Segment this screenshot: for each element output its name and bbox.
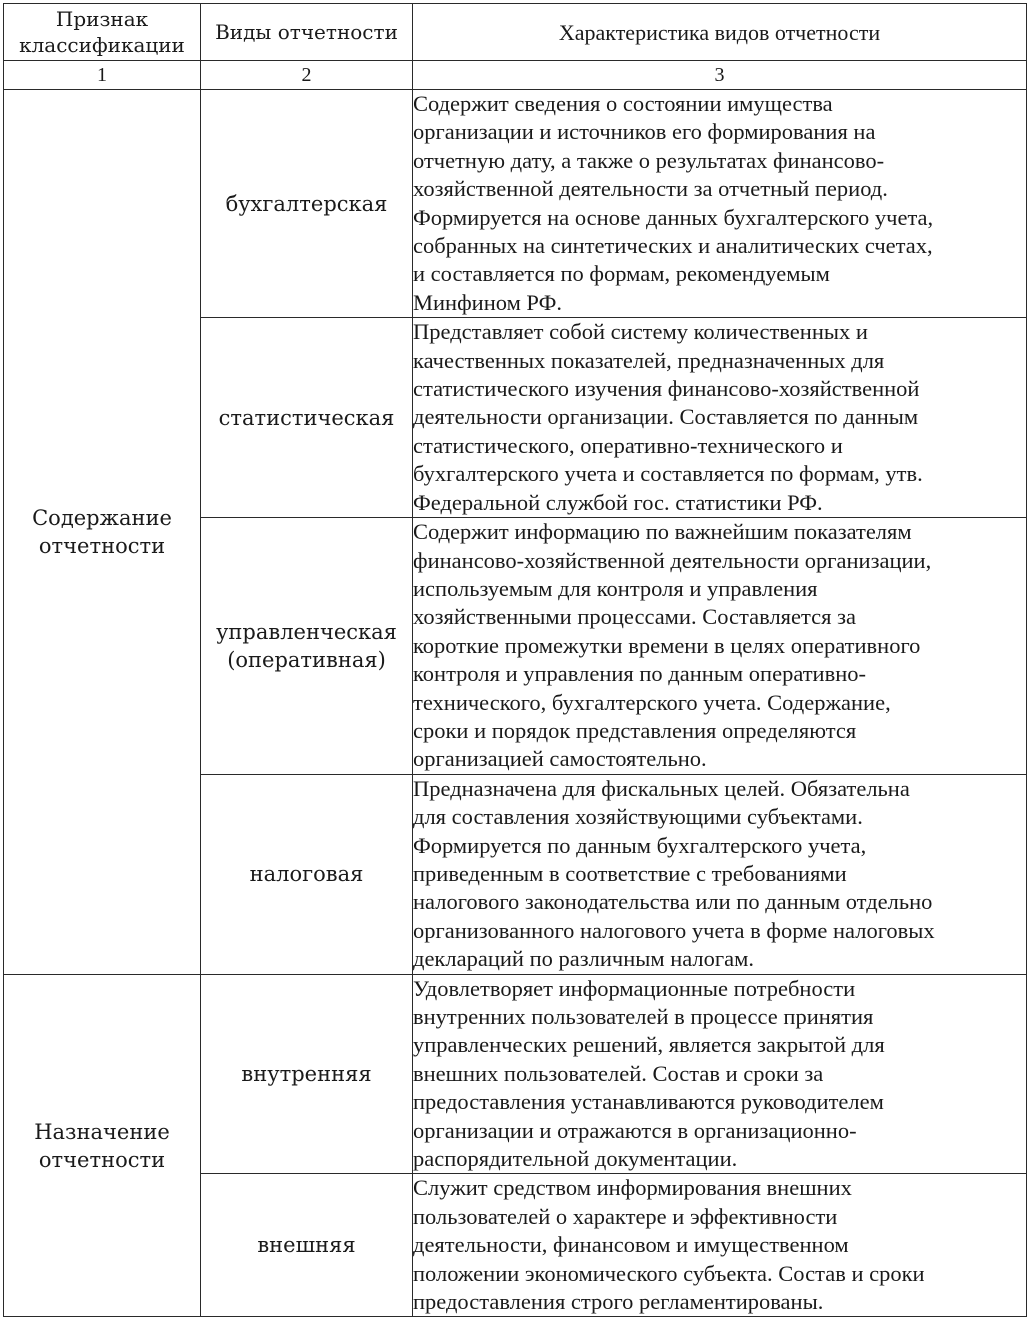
feature-cell-content xyxy=(4,90,201,975)
kind-label-sub: (оперативная) xyxy=(227,647,386,672)
description-line: отчетную дату, а также о результатах финансово- xyxy=(413,147,885,173)
table-row xyxy=(4,974,1027,1174)
kind-label: внутренняя xyxy=(241,1062,372,1087)
kind-cell-management xyxy=(201,518,413,775)
description-line: положении экономического субъекта. Состав и сроки xyxy=(413,1260,925,1286)
header-characteristics-cell xyxy=(413,4,1027,61)
description-line: статистического изучения финансово-хозяйственной xyxy=(413,376,920,402)
description-line: собранных на синтетических и аналитических счетах, xyxy=(413,233,933,259)
description-line: налогового законодательства или по данным отдельно xyxy=(413,889,933,915)
kind-cell-internal xyxy=(201,974,413,1174)
description-line: организованного налогового учета в форме налоговых xyxy=(413,917,935,943)
kind-cell-external xyxy=(201,1174,413,1317)
description-line: Предназначена для фискальных целей. Обязательна xyxy=(413,775,910,801)
description-line: организацией самостоятельно. xyxy=(413,746,707,772)
kind-label: статистическая xyxy=(218,405,395,430)
description-line: контроля и управления по данным оперативно- xyxy=(413,661,867,687)
description-line: Формируется на основе данных бухгалтерского учета, xyxy=(413,204,934,230)
feature-line1: Назначение xyxy=(34,1119,170,1144)
description-line: предоставления устанавливаются руководителем xyxy=(413,1089,884,1115)
description-line: бухгалтерского учета и составляется по формам, утв. xyxy=(413,461,923,487)
description-line: Представляет собой систему количественных и xyxy=(413,319,868,345)
description-cell-external xyxy=(413,1174,1027,1317)
header-feature-line2: классификации xyxy=(19,33,185,57)
description-line: Минфином РФ. xyxy=(413,289,562,315)
kind-cell-statistical xyxy=(201,318,413,518)
description-line: организации и отражаются в организационно- xyxy=(413,1117,857,1143)
kind-label: бухгалтерская xyxy=(225,191,388,216)
description-line: Федеральной службой гос. статистики РФ. xyxy=(413,489,823,515)
description-line: внешних пользователей. Состав и сроки за xyxy=(413,1060,824,1086)
description-line: Содержит информацию по важнейшим показателям xyxy=(413,519,912,545)
column-number-row xyxy=(4,61,1027,90)
description-line: Содержит сведения о состоянии имущества xyxy=(413,91,833,116)
description-line: статистического, оперативно-технического и xyxy=(413,432,843,458)
description-cell-tax xyxy=(413,774,1027,974)
description-line: деклараций по различным налогам. xyxy=(413,946,754,972)
description-line: короткие промежутки времени в целях оперативного xyxy=(413,632,921,658)
description-line: организации и источников его формирования на xyxy=(413,119,876,145)
feature-line2: отчетности xyxy=(38,1147,166,1172)
column-number-1: 1 xyxy=(4,61,201,90)
description-line: сроки и порядок представления определяются xyxy=(413,717,857,743)
description-line: пользователей о характере и эффективности xyxy=(413,1203,838,1229)
description-line: управленческих решений, является закрытой для xyxy=(413,1032,885,1058)
description-line: технического, бухгалтерского учета. Содержание, xyxy=(413,689,891,715)
description-line: и составляется по формам, рекомендуемым xyxy=(413,261,830,287)
description-line: Формируется по данным бухгалтерского учета, xyxy=(413,832,867,858)
column-number-2: 2 xyxy=(201,61,413,90)
header-feature-line1: Признак xyxy=(55,7,149,31)
description-line: качественных показателей, предназначенных для xyxy=(413,347,885,373)
description-line: хозяйственной деятельности за отчетный период. xyxy=(413,176,888,202)
description-line: хозяйственными процессами. Составляется за xyxy=(413,604,856,630)
kind-cell-tax xyxy=(201,774,413,974)
description-line: внутренних пользователей в процессе принятия xyxy=(413,1004,874,1029)
description-cell-management xyxy=(413,518,1027,775)
description-line: деятельности организации. Составляется по данным xyxy=(413,404,919,430)
description-line: Удовлетворяет информационные потребности xyxy=(413,975,856,1001)
table-row xyxy=(4,90,1027,318)
kind-label: внешняя xyxy=(257,1233,356,1258)
description-cell-accounting xyxy=(413,90,1027,318)
feature-cell-purpose xyxy=(4,974,201,1317)
description-line: приведенным в соответствие с требованиями xyxy=(413,860,847,886)
header-feature-cell xyxy=(4,4,201,61)
description-line: распорядительной документации. xyxy=(413,1146,738,1172)
header-kinds-label: Виды отчетности xyxy=(215,20,398,44)
description-line: предоставления строго регламентированы. xyxy=(413,1289,824,1315)
description-line: финансово-хозяйственной деятельности организации, xyxy=(413,547,932,573)
header-row xyxy=(4,4,1027,61)
description-line: Служит средством информирования внешних xyxy=(413,1175,852,1201)
description-line: используемым для контроля и управления xyxy=(413,575,818,601)
feature-line2: отчетности xyxy=(38,533,166,558)
header-kinds-cell xyxy=(201,4,413,61)
header-characteristics-label: Характеристика видов отчетности xyxy=(558,19,881,45)
kind-label: управленческая xyxy=(216,619,397,644)
feature-line1: Содержание xyxy=(32,505,172,530)
description-line: для составления хозяйствующими субъектами. xyxy=(413,804,863,830)
description-cell-statistical xyxy=(413,318,1027,518)
column-number-3: 3 xyxy=(413,61,1027,90)
kind-label: налоговая xyxy=(249,862,364,887)
description-line: деятельности, финансовом и имущественном xyxy=(413,1232,849,1258)
kind-cell-accounting xyxy=(201,90,413,318)
reporting-classification-table xyxy=(3,3,1027,1317)
description-cell-internal xyxy=(413,974,1027,1174)
